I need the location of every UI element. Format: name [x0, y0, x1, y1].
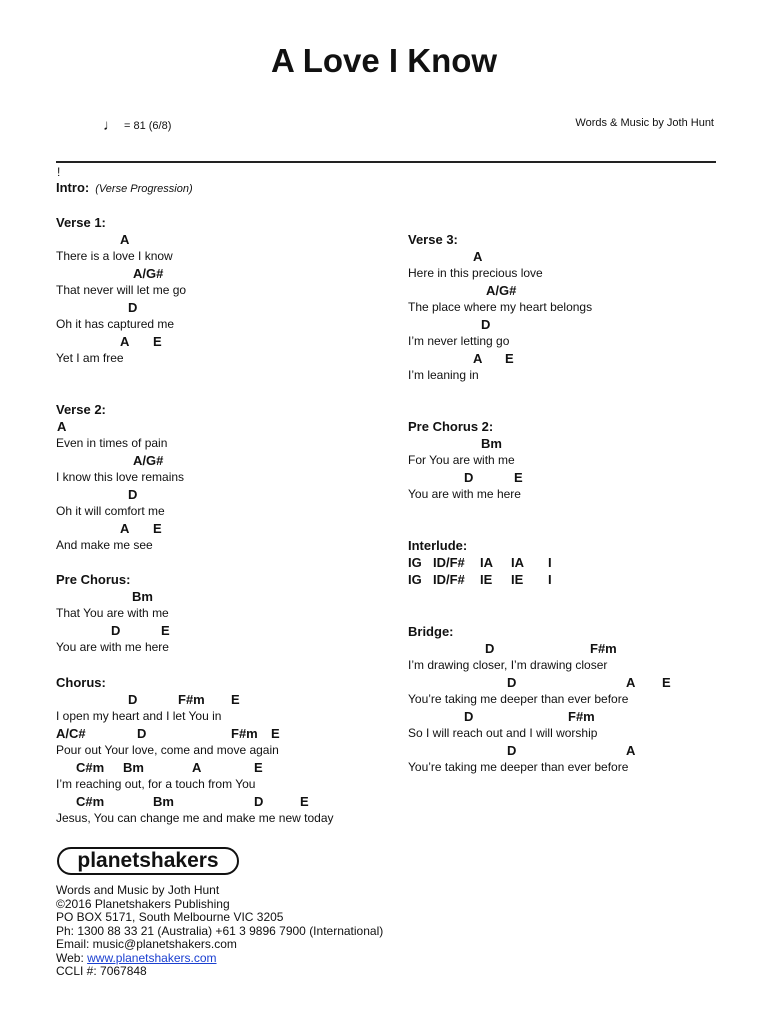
section-pre-chorus [56, 571, 169, 656]
chord-line [56, 486, 184, 503]
chord-line [56, 333, 186, 350]
chord-line [56, 588, 169, 605]
section-header: Verse 2: [56, 402, 106, 417]
chord-line [408, 742, 636, 759]
section-header: Verse 1: [56, 215, 106, 230]
footer-words-music: Words and Music by Joth Hunt [56, 883, 220, 897]
chord-symbol: IA [480, 555, 493, 570]
chord-symbol: IA [511, 555, 524, 570]
interlude-chord-row [408, 571, 552, 588]
chord-symbol: D [464, 470, 474, 485]
chord-line [408, 282, 592, 299]
section-header: Interlude: [408, 538, 468, 553]
chord-symbol: D [464, 709, 474, 724]
lyric-line: There is a love I know [56, 249, 173, 263]
chord-symbol: A [473, 249, 483, 264]
chord-symbol: A [473, 351, 483, 366]
section-pre-chorus-2 [408, 418, 521, 503]
chord-symbol: Bm [132, 589, 153, 604]
footer-credits [56, 884, 383, 979]
footer-phone: Ph: 1300 88 33 21 (Australia) +61 3 9896 7900 (International) [56, 923, 384, 938]
chord-symbol: A/C# [56, 726, 86, 741]
chord-symbol: Bm [153, 794, 174, 809]
chord-symbol: E [505, 351, 514, 366]
planetshakers-logo: planetshakers [57, 847, 239, 875]
footer-ccli: CCLI #: 7067848 [56, 964, 147, 978]
chord-symbol: IG [408, 572, 422, 587]
chord-line [56, 452, 184, 469]
chord-symbol: D [128, 487, 138, 502]
chord-symbol: ID/F# [433, 555, 465, 570]
chord-symbol: D [111, 623, 121, 638]
chord-line [56, 759, 334, 776]
lyric-line: I’m reaching out, for a touch from You [56, 777, 256, 791]
lyric-line: You are with me here [408, 487, 521, 501]
chord-symbol: IG [408, 555, 422, 570]
header-divider [56, 161, 716, 163]
chord-symbol: I [548, 572, 552, 587]
intro-line [56, 180, 193, 195]
lyric-line: Jesus, You can change me and make me new today [56, 811, 334, 825]
chord-symbol: A/G# [133, 453, 164, 468]
chord-line [408, 640, 628, 657]
chord-symbol: C#m [76, 794, 105, 809]
chord-line [56, 299, 186, 316]
footer-email: Email: music@planetshakers.com [56, 937, 237, 951]
interlude-chord-row [408, 554, 552, 571]
chord-symbol: D [507, 743, 517, 758]
lyric-line: I open my heart and I let You in [56, 709, 222, 723]
chord-symbol: D [137, 726, 147, 741]
chord-symbol: A [120, 521, 130, 536]
chord-line [56, 725, 334, 742]
section-interlude [408, 537, 552, 588]
lyric-line: For You are with me [408, 453, 515, 467]
footer-web [56, 952, 383, 966]
chord-symbol: Bm [123, 760, 144, 775]
website-link[interactable]: www.planetshakers.com [87, 950, 217, 965]
footer-web-label: Web: [56, 950, 88, 965]
section-verse-1 [56, 214, 186, 367]
lyric-line: Oh it will comfort me [56, 504, 165, 518]
chord-symbol: C#m [76, 760, 105, 775]
lyric-line: I’m leaning in [408, 368, 479, 382]
chord-line [408, 316, 592, 333]
lyric-line: Pour out Your love, come and move again [56, 743, 279, 757]
tempo-marking [103, 116, 171, 133]
chord-line [408, 248, 592, 265]
chord-line [56, 265, 186, 282]
lyric-line: That You are with me [56, 606, 169, 620]
section-bridge [408, 623, 671, 776]
chord-symbol: E [514, 470, 523, 485]
chord-symbol: D [128, 300, 138, 315]
chord-symbol: E [153, 334, 162, 349]
lyric-line: I’m never letting go [408, 334, 510, 348]
lyric-line: I know this love remains [56, 470, 185, 484]
lyric-line: You are with me here [56, 640, 169, 654]
chord-symbol: F#m [590, 641, 617, 656]
section-header: Chorus: [56, 675, 106, 690]
song-title: A Love I Know [270, 42, 498, 79]
chord-symbol: ID/F# [433, 572, 465, 587]
chord-symbol: F#m [231, 726, 258, 741]
chord-line [56, 793, 334, 810]
stray-mark: ! [57, 165, 61, 179]
chord-line [408, 435, 521, 452]
chord-symbol: A [120, 334, 130, 349]
chord-symbol: A/G# [486, 283, 517, 298]
chord-line [408, 350, 592, 367]
chord-symbol: IE [480, 572, 493, 587]
chord-symbol: Bm [481, 436, 502, 451]
chord-symbol: A [626, 675, 636, 690]
chord-symbol: E [271, 726, 280, 741]
footer-address: PO BOX 5171, South Melbourne VIC 3205 [56, 910, 284, 924]
section-verse-2 [56, 401, 184, 554]
section-chorus [56, 674, 334, 827]
header-credit: Words & Music by Joth Hunt [575, 117, 714, 129]
chord-symbol: A [120, 232, 130, 247]
section-header: Pre Chorus: [56, 572, 131, 587]
chord-symbol: F#m [568, 709, 595, 724]
lyric-line: Even in times of pain [56, 436, 168, 450]
footer-copyright: ©2016 Planetshakers Publishing [56, 896, 230, 911]
lyric-line: You’re taking me deeper than ever before [408, 692, 629, 706]
chord-symbol: I [548, 555, 552, 570]
chord-symbol: D [128, 692, 138, 707]
chord-symbol: E [153, 521, 162, 536]
chord-symbol: E [662, 675, 671, 690]
lyric-line: Here in this precious love [408, 266, 543, 280]
chord-line [408, 708, 628, 725]
chord-symbol: E [161, 623, 170, 638]
chord-symbol: A/G# [133, 266, 164, 281]
lyric-line: I’m drawing closer, I’m drawing closer [408, 658, 608, 672]
chord-symbol: D [254, 794, 264, 809]
chord-symbol: E [231, 692, 240, 707]
lyric-line: That never will let me go [56, 283, 187, 297]
section-header: Bridge: [408, 624, 454, 639]
chord-symbol: A [626, 743, 636, 758]
chord-symbol: D [507, 675, 517, 690]
chord-line [56, 520, 184, 537]
section-verse-3 [408, 231, 592, 384]
lyric-line: Oh it has captured me [56, 317, 175, 331]
chord-symbol: IE [511, 572, 524, 587]
chord-symbol: D [485, 641, 495, 656]
lyric-line: You’re taking me deeper than ever before [408, 760, 629, 774]
lyric-line: And make me see [56, 538, 153, 552]
chord-symbol: A [57, 419, 67, 434]
chord-symbol: A [192, 760, 202, 775]
chord-line [56, 231, 186, 248]
lyric-line: So I will reach out and I will worship [408, 726, 598, 740]
lyric-line: Yet I am free [56, 351, 124, 365]
quarter-note-icon: ♩ [103, 117, 118, 134]
section-header: Pre Chorus 2: [408, 419, 494, 434]
chord-symbol: E [254, 760, 263, 775]
intro-label: Intro: [56, 180, 90, 195]
chord-line [56, 418, 184, 435]
chord-line [408, 674, 671, 691]
chord-symbol: D [481, 317, 491, 332]
chord-symbol: E [300, 794, 309, 809]
chord-line [56, 691, 334, 708]
chord-line [56, 622, 169, 639]
chord-line [408, 469, 521, 486]
tempo-value: = 81 (6/8) [124, 120, 172, 132]
lyric-line: The place where my heart belongs [408, 300, 593, 314]
section-header: Verse 3: [408, 232, 458, 247]
chord-symbol: F#m [178, 692, 205, 707]
intro-note: (Verse Progression) [95, 183, 193, 195]
